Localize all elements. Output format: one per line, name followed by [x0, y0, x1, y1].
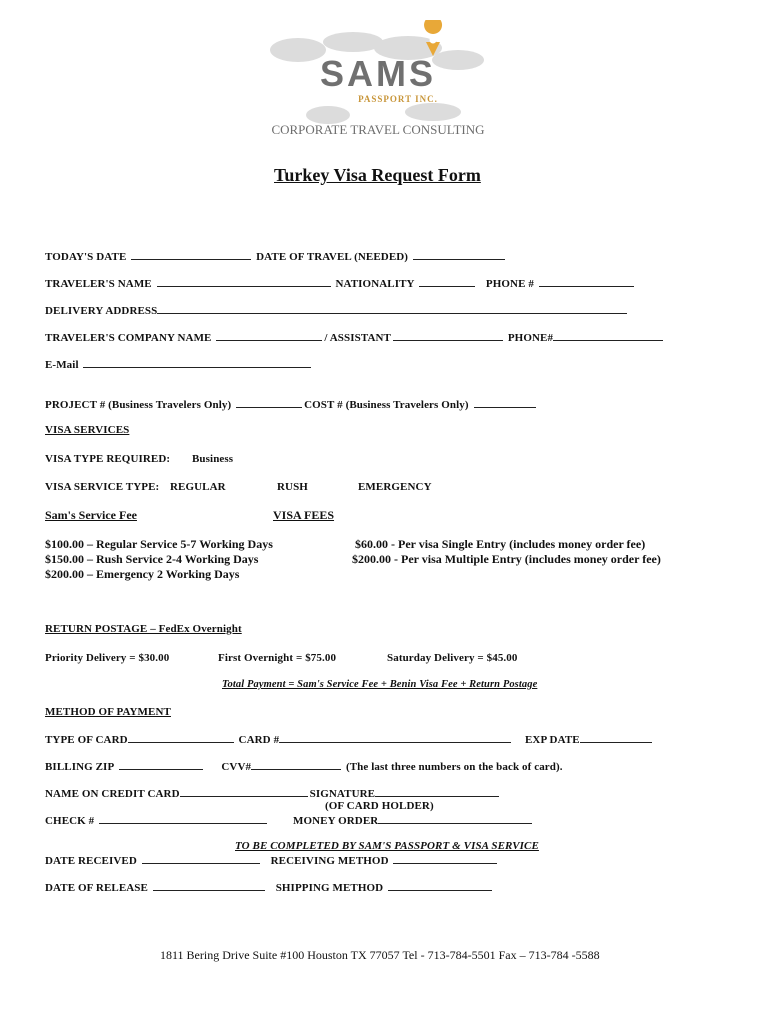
- service-fee-list: [45, 537, 273, 582]
- service-regular-option[interactable]: REGULAR: [170, 481, 226, 493]
- date-of-release-field[interactable]: [153, 880, 265, 891]
- row-name-on-card: [45, 786, 501, 800]
- service-fee-item: $200.00 – Emergency 2 Working Days: [45, 567, 240, 581]
- sams-passport-logo: [258, 20, 498, 140]
- project-label: PROJECT # (Business Travelers Only): [45, 399, 232, 411]
- assistant-label: / ASSISTANT: [324, 332, 391, 344]
- saturday-delivery-option[interactable]: Saturday Delivery = $45.00: [387, 652, 518, 664]
- travelers-name-label: TRAVELER'S NAME: [45, 278, 152, 290]
- row-release: [45, 880, 494, 894]
- type-of-card-label: TYPE OF CARD: [45, 734, 128, 746]
- return-postage-heading: RETURN POSTAGE – FedEx Overnight: [45, 623, 242, 635]
- card-number-label: CARD #: [238, 734, 280, 746]
- priority-delivery-option[interactable]: Priority Delivery = $30.00: [45, 652, 170, 664]
- receiving-method-label: RECEIVING METHOD: [270, 855, 389, 867]
- cvv-label: CVV#: [221, 761, 252, 773]
- name-on-card-field[interactable]: [180, 786, 308, 797]
- cvv-field[interactable]: [251, 759, 341, 770]
- total-payment-note: Total Payment = Sam's Service Fee + Benin Visa Fee + Return Postage: [222, 679, 538, 690]
- todays-date-field[interactable]: [131, 249, 251, 260]
- company-name-field[interactable]: [216, 330, 322, 341]
- phone2-field[interactable]: [553, 330, 663, 341]
- row-project: [45, 397, 538, 411]
- date-of-release-label: DATE OF RELEASE: [45, 882, 148, 894]
- visa-type-value[interactable]: Business: [192, 453, 234, 465]
- row-company: [45, 330, 665, 344]
- delivery-address-label: DELIVERY ADDRESS: [45, 305, 158, 317]
- row-zip: [45, 759, 563, 773]
- first-overnight-option[interactable]: First Overnight = $75.00: [218, 652, 337, 664]
- money-order-field[interactable]: [378, 813, 532, 824]
- shipping-method-label: SHIPPING METHOD: [275, 882, 384, 894]
- signature-label: SIGNATURE: [309, 788, 376, 800]
- service-fee-item: $100.00 – Regular Service 5-7 Working Days: [45, 537, 273, 551]
- todays-date-label: TODAY'S DATE: [45, 251, 127, 263]
- form-title: Turkey Visa Request Form: [274, 165, 481, 185]
- visa-fees-heading: VISA FEES: [273, 508, 335, 522]
- phone-field[interactable]: [539, 276, 634, 287]
- email-field[interactable]: [83, 357, 311, 368]
- project-field[interactable]: [236, 397, 302, 408]
- row-dates: [45, 249, 507, 263]
- money-order-label: MONEY ORDER: [293, 815, 379, 827]
- billing-zip-label: BILLING ZIP: [45, 761, 114, 773]
- phone-label: PHONE #: [485, 278, 534, 290]
- cost-label: COST # (Business Travelers Only): [304, 399, 469, 411]
- service-emergency-option[interactable]: EMERGENCY: [358, 481, 432, 493]
- row-exp: [525, 732, 654, 746]
- service-fee-item: $150.00 – Rush Service 2-4 Working Days: [45, 552, 259, 566]
- travelers-name-field[interactable]: [157, 276, 331, 287]
- row-check: [45, 813, 269, 827]
- exp-date-label: EXP DATE: [525, 734, 580, 746]
- service-fee-heading: Sam's Service Fee: [45, 508, 137, 522]
- nationality-field[interactable]: [419, 276, 475, 287]
- date-of-travel-field[interactable]: [413, 249, 505, 260]
- shipping-method-field[interactable]: [388, 880, 492, 891]
- visa-service-type-label: VISA SERVICE TYPE:: [45, 481, 160, 493]
- logo-tagline: CORPORATE TRAVEL CONSULTING: [271, 122, 485, 137]
- row-card: [45, 732, 513, 746]
- visa-fee-list: [352, 537, 661, 567]
- cost-field[interactable]: [474, 397, 536, 408]
- check-field[interactable]: [99, 813, 267, 824]
- card-holder-label: (OF CARD HOLDER): [325, 800, 434, 812]
- date-of-travel-label: DATE OF TRAVEL (NEEDED): [256, 251, 409, 263]
- visa-services-heading: VISA SERVICES: [45, 424, 130, 436]
- delivery-address-field[interactable]: [157, 303, 627, 314]
- assistant-field[interactable]: [393, 330, 503, 341]
- office-use-heading: TO BE COMPLETED BY SAM'S PASSPORT & VISA SERVICE: [235, 840, 539, 852]
- visa-fee-item: $60.00 - Per visa Single Entry (includes money order fee): [355, 537, 646, 551]
- email-label: E-Mail: [45, 359, 79, 371]
- signature-field[interactable]: [375, 786, 499, 797]
- row-email: [45, 357, 313, 371]
- logo-subtitle: PASSPORT INC.: [358, 94, 438, 104]
- method-of-payment-heading: METHOD OF PAYMENT: [45, 706, 171, 718]
- nationality-label: NATIONALITY: [335, 278, 415, 290]
- type-of-card-field[interactable]: [128, 732, 234, 743]
- phone2-label: PHONE#: [507, 332, 554, 344]
- service-rush-option[interactable]: RUSH: [277, 481, 308, 493]
- billing-zip-field[interactable]: [119, 759, 203, 770]
- logo-wordmark: SAMS: [319, 53, 437, 94]
- date-received-field[interactable]: [142, 853, 260, 864]
- row-address: [45, 303, 629, 317]
- cvv-note: (The last three numbers on the back of card).: [345, 761, 563, 773]
- logo-graphic: [258, 20, 498, 140]
- visa-fee-item: $200.00 - Per visa Multiple Entry (includes money order fee): [352, 552, 661, 566]
- exp-date-field[interactable]: [580, 732, 652, 743]
- card-number-field[interactable]: [279, 732, 511, 743]
- footer-address: 1811 Bering Drive Suite #100 Houston TX 77057 Tel - 713-784-5501 Fax – 713-784 -5588: [160, 948, 600, 962]
- row-received: [45, 853, 499, 867]
- row-money-order: [293, 813, 534, 827]
- receiving-method-field[interactable]: [393, 853, 497, 864]
- visa-type-required-label: VISA TYPE REQUIRED:: [45, 453, 171, 465]
- check-label: CHECK #: [45, 815, 95, 827]
- company-name-label: TRAVELER'S COMPANY NAME: [45, 332, 212, 344]
- name-on-card-label: NAME ON CREDIT CARD: [45, 788, 180, 800]
- row-traveler: [45, 276, 636, 290]
- date-received-label: DATE RECEIVED: [45, 855, 137, 867]
